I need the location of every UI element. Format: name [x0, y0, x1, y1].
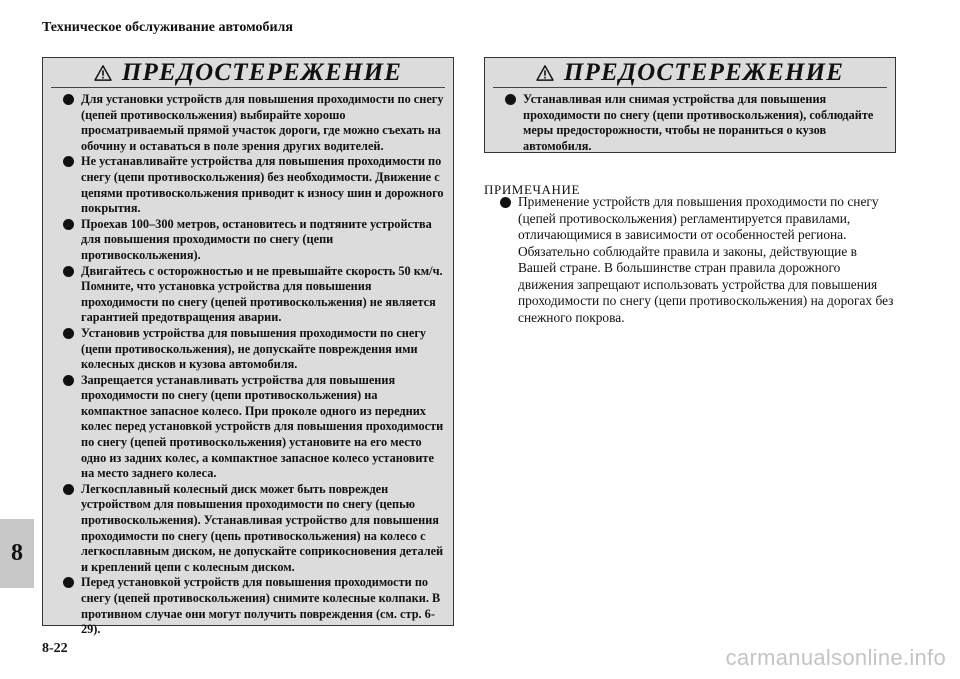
bullet-icon [505, 94, 516, 105]
warning-item [53, 154, 445, 216]
note-title: ПРИМЕЧАНИЕ [484, 182, 581, 197]
page-number: 8-22 [42, 641, 68, 656]
warning-item-text: Проехав 100–300 метров, остановитесь и подтяните устройства для повышения проходимости по снегу (цепи противоскольжения). [81, 216, 432, 262]
warning-item [53, 482, 445, 576]
warning-item-text: Не устанавливайте устройства для повышения проходимости по снегу (цепи противоскольжения) без необходимости. Движение с цепями противоскольжения приводит к износу шин и дорожного покрытия. [81, 154, 444, 216]
warning-item-text: Легкосплавный колесный диск может быть поврежден устройством для повышения проходимости по снегу (цепью противоскольжения). Устанавливая устройство для повышения проходимости по снегу (цепь противоскольжения) на колесо с легкосплавным диском, не допускайте соприкосновения деталей и креплений цепи с колесным диском. [81, 481, 444, 574]
warning-item [53, 92, 445, 154]
bullet-icon [63, 328, 74, 339]
bullet-icon [63, 577, 74, 588]
warning-triangle-icon [536, 65, 554, 81]
bullet-icon [63, 266, 74, 277]
warning-item [53, 575, 445, 637]
warning-list [43, 92, 453, 638]
warning-item [53, 373, 445, 482]
warning-box-right [484, 57, 896, 153]
note-item [484, 194, 896, 326]
warning-box-left [42, 57, 454, 637]
warning-item-text: Устанавливая или снимая устройства для повышения проходимости по снегу (цепи противоскольжения), соблюдайте меры предосторожности, чтобы не пораниться о кузов автомобиля. [523, 92, 874, 153]
warning-title: ПРЕДОСТЕРЕЖЕНИЕ [121, 59, 403, 86]
warning-list [485, 92, 895, 154]
bullet-icon [500, 197, 511, 208]
bullet-icon [63, 156, 74, 167]
page-header-title: Техническое обслуживание автомобиля [42, 20, 293, 35]
warning-item [53, 326, 445, 373]
warning-title: ПРЕДОСТЕРЕЖЕНИЕ [563, 59, 845, 86]
note-list [484, 194, 896, 326]
bullet-icon [63, 219, 74, 230]
warning-item-text: Перед установкой устройств для повышения проходимости по снегу (цепей противоскольжения) снимите колесные колпаки. В противном случае они могут получить повреждения (см. стр. 6-29). [81, 575, 441, 637]
warning-header [485, 58, 895, 88]
watermark: carmanualsonline.info [725, 645, 946, 670]
warning-triangle-icon [94, 65, 112, 81]
bullet-icon [63, 484, 74, 495]
chapter-tab: 8 [0, 519, 34, 588]
warning-item-text: Установив устройства для повышения проходимости по снегу (цепи противоскольжения), не допускайте повреждения ими колесных дисков и кузова автомобиля. [81, 325, 427, 372]
warning-item [53, 264, 445, 326]
warning-item-text: Запрещается устанавливать устройства для повышения проходимости по снегу (цепи противоскольжения) на компактное запасное колесо. При проколе одного из передних колес перед установкой устройств для повышения проходимости по снегу (цепей противоскольжения) установите на его место одно из задних колес, а компактное запасное колесо установите на место заднего колеса. [81, 372, 444, 481]
bullet-icon [63, 375, 74, 386]
warning-item-text: Двигайтесь с осторожностью и не превышайте скорость 50 км/ч. Помните, что установка устройства для повышения проходимости по снегу (цепей противоскольжения) не является гарантией предотвращения аварии. [81, 263, 443, 325]
note-item-text: Применение устройств для повышения проходимости по снегу (цепей противоскольжения) регламентируется правилами, отличающимися в зависимости от особенностей региона. Обязательно соблюдайте правила и законы, действующие в Вашей стране. В большинстве стран правила дорожного движения запрещают использовать устройства для повышения проходимости по снегу (цепи противоскольжения) на дорогах без снежного покрова. [518, 194, 894, 325]
warning-header [43, 58, 453, 88]
warning-item [53, 217, 445, 264]
warning-item-text: Для установки устройств для повышения проходимости по снегу (цепей противоскольжения) выбирайте хорошо просматриваемый прямой участок дороги, где можно съехать на обочину и оставаться в поле зрения других водителей. [81, 92, 444, 153]
bullet-icon [63, 94, 74, 105]
warning-item [495, 92, 887, 154]
